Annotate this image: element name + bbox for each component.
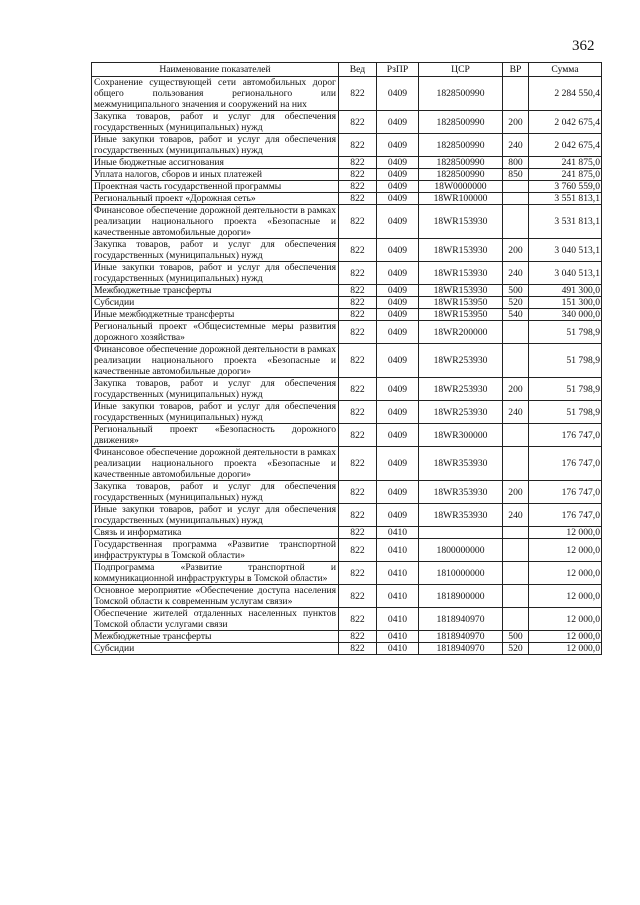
table-row xyxy=(92,424,602,447)
cell-ved: 822 xyxy=(339,631,377,643)
cell-name: Подпрограмма «Развитие транспортной и коммуникационной инфраструктуры в Томской области» xyxy=(92,562,339,585)
cell-vr xyxy=(503,205,529,239)
cell-csr: 18WR153950 xyxy=(419,309,503,321)
cell-sum: 12 000,0 xyxy=(529,585,602,608)
cell-vr: 240 xyxy=(503,262,529,285)
table-row xyxy=(92,134,602,157)
cell-ved: 822 xyxy=(339,539,377,562)
cell-rzpr: 0409 xyxy=(377,205,419,239)
table-body xyxy=(92,77,602,655)
cell-rzpr: 0410 xyxy=(377,585,419,608)
cell-sum: 491 300,0 xyxy=(529,285,602,297)
cell-name: Региональный проект «Дорожная сеть» xyxy=(92,193,339,205)
cell-sum: 12 000,0 xyxy=(529,643,602,655)
table-row xyxy=(92,297,602,309)
cell-name: Финансовое обеспечение дорожной деятельности в рамках реализации национального проекта «Безопасные и качественные автомобильные дороги» xyxy=(92,447,339,481)
cell-name: Основное мероприятие «Обеспечение доступа населения Томской области к современным услугам связи» xyxy=(92,585,339,608)
cell-ved: 822 xyxy=(339,169,377,181)
cell-sum: 12 000,0 xyxy=(529,631,602,643)
cell-sum: 51 798,9 xyxy=(529,378,602,401)
table-row xyxy=(92,481,602,504)
cell-sum: 51 798,9 xyxy=(529,321,602,344)
cell-ved: 822 xyxy=(339,562,377,585)
cell-ved: 822 xyxy=(339,297,377,309)
cell-sum: 176 747,0 xyxy=(529,424,602,447)
cell-csr: 18WR153930 xyxy=(419,205,503,239)
cell-rzpr: 0409 xyxy=(377,344,419,378)
page-number: 362 xyxy=(572,38,595,54)
cell-ved: 822 xyxy=(339,424,377,447)
cell-vr: 200 xyxy=(503,378,529,401)
cell-name: Субсидии xyxy=(92,643,339,655)
cell-name: Закупка товаров, работ и услуг для обеспечения государственных (муниципальных) нужд xyxy=(92,239,339,262)
cell-vr xyxy=(503,447,529,481)
cell-vr: 500 xyxy=(503,285,529,297)
cell-name: Региональный проект «Безопасность дорожного движения» xyxy=(92,424,339,447)
cell-sum: 340 000,0 xyxy=(529,309,602,321)
cell-sum: 12 000,0 xyxy=(529,608,602,631)
cell-sum: 51 798,9 xyxy=(529,401,602,424)
cell-ved: 822 xyxy=(339,378,377,401)
cell-vr xyxy=(503,562,529,585)
cell-csr: 1828500990 xyxy=(419,157,503,169)
cell-sum: 241 875,0 xyxy=(529,157,602,169)
cell-ved: 822 xyxy=(339,205,377,239)
cell-csr: 1828500990 xyxy=(419,77,503,111)
table-row xyxy=(92,193,602,205)
cell-vr: 240 xyxy=(503,134,529,157)
table-row xyxy=(92,344,602,378)
cell-vr: 500 xyxy=(503,631,529,643)
cell-ved: 822 xyxy=(339,344,377,378)
cell-sum: 12 000,0 xyxy=(529,539,602,562)
cell-sum: 2 042 675,4 xyxy=(529,134,602,157)
cell-sum: 2 284 550,4 xyxy=(529,77,602,111)
cell-csr: 18WR353930 xyxy=(419,447,503,481)
cell-csr: 18WR153930 xyxy=(419,262,503,285)
cell-csr: 1818940970 xyxy=(419,643,503,655)
table-row xyxy=(92,539,602,562)
cell-vr xyxy=(503,608,529,631)
cell-name: Иные закупки товаров, работ и услуг для обеспечения государственных (муниципальных) нужд xyxy=(92,401,339,424)
cell-ved: 822 xyxy=(339,401,377,424)
header-ved: Вед xyxy=(339,63,377,77)
cell-rzpr: 0409 xyxy=(377,193,419,205)
table-row xyxy=(92,585,602,608)
header-vr: ВР xyxy=(503,63,529,77)
cell-ved: 822 xyxy=(339,239,377,262)
cell-rzpr: 0409 xyxy=(377,309,419,321)
cell-name: Связь и информатика xyxy=(92,527,339,539)
cell-ved: 822 xyxy=(339,309,377,321)
cell-rzpr: 0409 xyxy=(377,134,419,157)
table-row xyxy=(92,562,602,585)
cell-sum: 3 760 559,0 xyxy=(529,181,602,193)
cell-rzpr: 0409 xyxy=(377,297,419,309)
cell-rzpr: 0409 xyxy=(377,447,419,481)
cell-vr xyxy=(503,77,529,111)
cell-vr: 850 xyxy=(503,169,529,181)
cell-rzpr: 0409 xyxy=(377,401,419,424)
table-row xyxy=(92,205,602,239)
table-row xyxy=(92,169,602,181)
cell-csr: 1828500990 xyxy=(419,169,503,181)
cell-ved: 822 xyxy=(339,181,377,193)
cell-sum: 176 747,0 xyxy=(529,447,602,481)
cell-rzpr: 0409 xyxy=(377,111,419,134)
table-row xyxy=(92,181,602,193)
cell-name: Обеспечение жителей отдаленных населенных пунктов Томской области услугами связи xyxy=(92,608,339,631)
cell-rzpr: 0409 xyxy=(377,157,419,169)
cell-vr xyxy=(503,424,529,447)
cell-csr: 18WR153930 xyxy=(419,285,503,297)
table-row xyxy=(92,285,602,297)
cell-csr: 1818900000 xyxy=(419,585,503,608)
cell-rzpr: 0409 xyxy=(377,378,419,401)
cell-csr: 18WR300000 xyxy=(419,424,503,447)
cell-rzpr: 0409 xyxy=(377,169,419,181)
cell-sum: 151 300,0 xyxy=(529,297,602,309)
cell-name: Иные закупки товаров, работ и услуг для обеспечения государственных (муниципальных) нужд xyxy=(92,504,339,527)
cell-name: Иные закупки товаров, работ и услуг для обеспечения государственных (муниципальных) нужд xyxy=(92,262,339,285)
cell-sum: 12 000,0 xyxy=(529,527,602,539)
cell-name: Иные закупки товаров, работ и услуг для обеспечения государственных (муниципальных) нужд xyxy=(92,134,339,157)
cell-name: Закупка товаров, работ и услуг для обеспечения государственных (муниципальных) нужд xyxy=(92,481,339,504)
cell-vr xyxy=(503,321,529,344)
cell-csr: 1818940970 xyxy=(419,631,503,643)
cell-rzpr: 0409 xyxy=(377,262,419,285)
cell-ved: 822 xyxy=(339,77,377,111)
cell-rzpr: 0410 xyxy=(377,608,419,631)
cell-csr: 1828500990 xyxy=(419,134,503,157)
cell-rzpr: 0410 xyxy=(377,539,419,562)
cell-name: Иные межбюджетные трансферты xyxy=(92,309,339,321)
cell-vr: 240 xyxy=(503,401,529,424)
cell-rzpr: 0410 xyxy=(377,631,419,643)
cell-csr: 18WR253930 xyxy=(419,401,503,424)
cell-vr: 540 xyxy=(503,309,529,321)
cell-name: Сохранение существующей сети автомобильных дорог общего пользования регионального или межмуниципального значения и сооружений на них xyxy=(92,77,339,111)
cell-name: Межбюджетные трансферты xyxy=(92,285,339,297)
table-row xyxy=(92,401,602,424)
cell-csr: 1818940970 xyxy=(419,608,503,631)
cell-ved: 822 xyxy=(339,157,377,169)
cell-name: Уплата налогов, сборов и иных платежей xyxy=(92,169,339,181)
cell-csr xyxy=(419,527,503,539)
cell-ved: 822 xyxy=(339,262,377,285)
cell-sum: 3 040 513,1 xyxy=(529,239,602,262)
cell-sum: 12 000,0 xyxy=(529,562,602,585)
cell-name: Закупка товаров, работ и услуг для обеспечения государственных (муниципальных) нужд xyxy=(92,111,339,134)
cell-vr xyxy=(503,193,529,205)
cell-sum: 176 747,0 xyxy=(529,481,602,504)
cell-rzpr: 0409 xyxy=(377,321,419,344)
table-row xyxy=(92,631,602,643)
cell-vr: 200 xyxy=(503,111,529,134)
cell-rzpr: 0409 xyxy=(377,504,419,527)
cell-ved: 822 xyxy=(339,527,377,539)
table-row xyxy=(92,77,602,111)
cell-name: Финансовое обеспечение дорожной деятельности в рамках реализации национального проекта «Безопасные и качественные автомобильные дороги» xyxy=(92,344,339,378)
cell-name: Государственная программа «Развитие транспортной инфраструктуры в Томской области» xyxy=(92,539,339,562)
cell-rzpr: 0410 xyxy=(377,562,419,585)
cell-csr: 1810000000 xyxy=(419,562,503,585)
cell-name: Межбюджетные трансферты xyxy=(92,631,339,643)
table-row xyxy=(92,504,602,527)
table-header-row xyxy=(92,63,602,77)
table-row xyxy=(92,239,602,262)
cell-sum: 241 875,0 xyxy=(529,169,602,181)
cell-vr: 520 xyxy=(503,297,529,309)
cell-vr xyxy=(503,527,529,539)
table-row xyxy=(92,447,602,481)
cell-vr xyxy=(503,181,529,193)
cell-csr: 18WR253930 xyxy=(419,378,503,401)
cell-rzpr: 0410 xyxy=(377,527,419,539)
cell-vr xyxy=(503,585,529,608)
budget-table xyxy=(91,62,602,655)
cell-name: Субсидии xyxy=(92,297,339,309)
cell-csr: 18WR353930 xyxy=(419,481,503,504)
table-row xyxy=(92,527,602,539)
cell-name: Проектная часть государственной программы xyxy=(92,181,339,193)
header-sum: Сумма xyxy=(529,63,602,77)
cell-ved: 822 xyxy=(339,585,377,608)
header-csr: ЦСР xyxy=(419,63,503,77)
cell-rzpr: 0409 xyxy=(377,424,419,447)
cell-sum: 2 042 675,4 xyxy=(529,111,602,134)
table-row xyxy=(92,111,602,134)
cell-ved: 822 xyxy=(339,481,377,504)
cell-csr: 18WR153930 xyxy=(419,239,503,262)
cell-vr: 200 xyxy=(503,239,529,262)
cell-sum: 3 551 813,1 xyxy=(529,193,602,205)
cell-csr: 18WR200000 xyxy=(419,321,503,344)
cell-name: Иные бюджетные ассигнования xyxy=(92,157,339,169)
header-rzpr: РзПР xyxy=(377,63,419,77)
table-row xyxy=(92,608,602,631)
cell-csr: 18WR353930 xyxy=(419,504,503,527)
cell-sum: 3 531 813,1 xyxy=(529,205,602,239)
cell-name: Региональный проект «Общесистемные меры развития дорожного хозяйства» xyxy=(92,321,339,344)
cell-rzpr: 0409 xyxy=(377,239,419,262)
cell-ved: 822 xyxy=(339,134,377,157)
table-row xyxy=(92,321,602,344)
cell-vr: 800 xyxy=(503,157,529,169)
cell-csr: 18WR253930 xyxy=(419,344,503,378)
table-row xyxy=(92,157,602,169)
cell-rzpr: 0409 xyxy=(377,285,419,297)
table-row xyxy=(92,643,602,655)
cell-name: Финансовое обеспечение дорожной деятельности в рамках реализации национального проекта «Безопасные и качественные автомобильные дороги» xyxy=(92,205,339,239)
cell-name: Закупка товаров, работ и услуг для обеспечения государственных (муниципальных) нужд xyxy=(92,378,339,401)
cell-vr xyxy=(503,344,529,378)
table-row xyxy=(92,378,602,401)
cell-rzpr: 0409 xyxy=(377,181,419,193)
table-row xyxy=(92,309,602,321)
cell-vr: 240 xyxy=(503,504,529,527)
cell-vr xyxy=(503,539,529,562)
cell-ved: 822 xyxy=(339,111,377,134)
cell-ved: 822 xyxy=(339,447,377,481)
header-name: Наименование показателей xyxy=(92,63,339,77)
cell-sum: 3 040 513,1 xyxy=(529,262,602,285)
cell-ved: 822 xyxy=(339,608,377,631)
cell-vr: 520 xyxy=(503,643,529,655)
cell-csr: 1800000000 xyxy=(419,539,503,562)
cell-rzpr: 0409 xyxy=(377,481,419,504)
cell-ved: 822 xyxy=(339,285,377,297)
cell-ved: 822 xyxy=(339,643,377,655)
cell-vr: 200 xyxy=(503,481,529,504)
cell-ved: 822 xyxy=(339,193,377,205)
cell-sum: 176 747,0 xyxy=(529,504,602,527)
cell-rzpr: 0409 xyxy=(377,77,419,111)
table-row xyxy=(92,262,602,285)
cell-csr: 18W0000000 xyxy=(419,181,503,193)
cell-csr: 1828500990 xyxy=(419,111,503,134)
cell-ved: 822 xyxy=(339,321,377,344)
cell-csr: 18WR153950 xyxy=(419,297,503,309)
cell-rzpr: 0410 xyxy=(377,643,419,655)
cell-sum: 51 798,9 xyxy=(529,344,602,378)
cell-csr: 18WR100000 xyxy=(419,193,503,205)
cell-ved: 822 xyxy=(339,504,377,527)
